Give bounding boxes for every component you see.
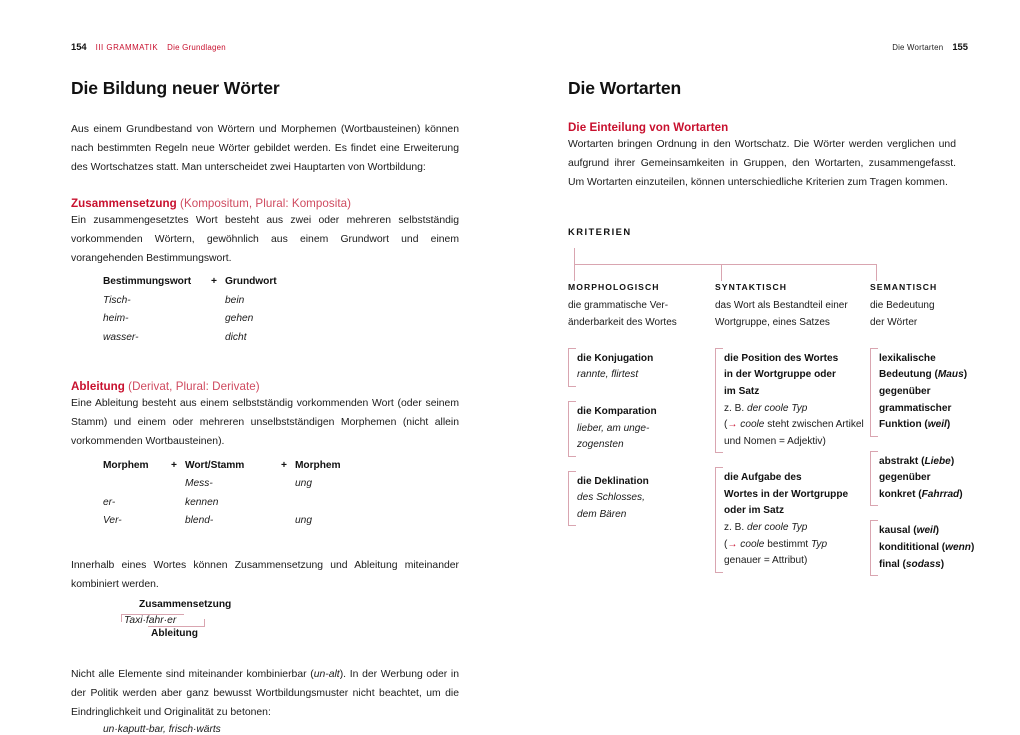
th-wortstamm: Wort/Stamm	[185, 459, 245, 471]
text-run: die Komparation	[577, 405, 657, 417]
taxi-word	[121, 614, 179, 627]
text-run: die Konjugation	[577, 352, 654, 364]
th-morphem-1: Morphem	[103, 459, 149, 471]
criterion-head-syntaktisch	[715, 282, 875, 331]
criteria-box-line	[724, 520, 863, 537]
criterion-desc	[715, 297, 875, 331]
criterion-name: SYNTAKTISCH	[715, 281, 788, 292]
table-row	[103, 329, 459, 347]
text-run: )	[959, 488, 963, 500]
text-run: grammatischer	[879, 402, 952, 414]
text-run: die Aufgabe des	[724, 472, 802, 484]
cell-morphem-2: ung	[295, 478, 312, 490]
text-run: kausal (	[879, 525, 917, 537]
tree-drop-morphologisch	[574, 264, 575, 281]
criterion-head-semantisch	[870, 282, 1000, 331]
text-run: )	[970, 542, 975, 554]
th-plus-1: +	[171, 459, 177, 471]
box-column-syntaktisch	[715, 348, 865, 587]
text-run: coole	[740, 538, 765, 550]
text-run: der coole Typ	[747, 402, 808, 414]
text-run: abstrakt (	[879, 455, 925, 467]
kriterien-label: KRITERIEN	[568, 225, 632, 237]
criteria-box-line	[879, 401, 998, 418]
criteria-box	[870, 451, 1000, 507]
th-plus: +	[211, 276, 217, 288]
box-column-morphologisch	[568, 348, 703, 541]
criteria-box	[568, 401, 703, 457]
ableitung-body: Eine Ableitung besteht aus einem selbstständig vorkommenden Wort (oder seinem Stamm) und einem oder mehreren unselbstständigen Morphemen (nicht allein vorkommenden Wortbausteinen).	[71, 398, 459, 447]
text-run: )	[946, 419, 951, 431]
heading-ableitung	[71, 380, 459, 393]
text-run: Typ	[810, 538, 828, 550]
text-run: der coole Typ	[747, 522, 808, 534]
criteria-box-line	[724, 470, 863, 487]
text-run: im Satz	[724, 385, 760, 397]
criteria-box-line	[577, 507, 701, 524]
box-column-semantisch	[870, 348, 1000, 591]
text-run: konkret (	[879, 488, 922, 500]
heading-ableitung-light: (Derivat, Plural: Derivate)	[124, 380, 260, 394]
table-header-row	[103, 457, 459, 475]
chapter-label-left: III GRAMMATIK	[95, 43, 159, 52]
criteria-box-line	[879, 351, 998, 368]
heading-zusammensetzung-light: (Kompositum, Plural: Komposita)	[176, 196, 352, 210]
cell-bestimmungswort: Tisch-	[103, 294, 131, 306]
text-run: gegenüber	[879, 385, 931, 397]
criterion-desc-line: die grammatische Ver-	[568, 299, 669, 311]
cell-wortstamm: blend-	[185, 515, 214, 526]
heading-ableitung-bold: Ableitung	[71, 380, 125, 394]
arrow-icon: →	[727, 419, 738, 431]
text-run: z. B.	[724, 522, 747, 534]
taxi-diagram	[121, 599, 459, 639]
cell-bestimmungswort: heim-	[103, 313, 129, 325]
text-run: steht zwischen Artikel	[764, 419, 864, 431]
text-run: rannte, flirtest	[577, 369, 639, 381]
criteria-box-line	[577, 437, 701, 454]
table-row	[103, 494, 459, 512]
bracket-bottom-icon	[148, 619, 205, 627]
heading-zusammensetzung-bold: Zusammensetzung	[71, 196, 177, 210]
text-run: z. B.	[724, 402, 747, 414]
criterion-name: SEMANTISCH	[870, 281, 938, 292]
criteria-headings	[568, 282, 956, 334]
criterion-desc-line: änderbarkeit des Wortes	[568, 316, 677, 328]
section-label-left: Die Grundlagen	[167, 43, 226, 52]
text-run: )	[950, 455, 955, 467]
text-run: kondititional (	[879, 542, 946, 554]
tree-stem	[574, 248, 575, 264]
criteria-box-line	[879, 454, 998, 471]
tree-horizontal-bar	[574, 264, 877, 265]
criteria-box-line	[577, 474, 701, 491]
heading-einteilung: Die Einteilung von Wortarten	[568, 121, 729, 134]
closing-paragraph	[71, 666, 459, 723]
closing-examples: un·kaputt-bar, frisch·wärts	[103, 723, 221, 735]
criteria-box-line	[724, 367, 863, 384]
criteria-box-line	[577, 490, 701, 507]
text-run: zogensten	[577, 439, 624, 451]
cell-wortstamm: Mess-	[185, 478, 213, 490]
criterion-desc	[568, 297, 708, 331]
table-row	[103, 512, 459, 530]
text-run: bestimmt	[764, 538, 811, 550]
text-run: (	[724, 538, 728, 550]
criterion-desc-line: der Wörter	[870, 316, 918, 328]
criteria-box-line	[724, 434, 863, 451]
th-grundwort: Grundwort	[225, 276, 277, 288]
text-run: und Nomen = Adjektiv)	[724, 435, 826, 447]
cell-morphem-1: er-	[103, 496, 116, 508]
criteria-box-line	[879, 384, 998, 401]
table-row	[103, 310, 459, 328]
taxi-label-zusammensetzung: Zusammensetzung	[139, 599, 232, 611]
criterion-desc	[870, 297, 1000, 331]
text-run: final (	[879, 558, 906, 570]
text-run: Wortes in der Wortgruppe	[724, 488, 849, 500]
tree-drop-semantisch	[876, 264, 877, 281]
cell-bestimmungswort: wasser-	[103, 331, 139, 343]
right-column	[568, 78, 975, 570]
criteria-box-line	[879, 470, 998, 487]
ableitung-table	[103, 457, 459, 531]
th-morphem-2: Morphem	[295, 459, 341, 471]
criteria-box	[715, 348, 865, 454]
text-run: )	[940, 558, 945, 570]
criteria-box-line	[724, 553, 863, 570]
criteria-box-line	[879, 367, 998, 384]
table-header-row	[103, 273, 459, 291]
criterion-desc-line: Wortgruppe, eines Satzes	[715, 316, 830, 328]
cell-morphem-1: Ver-	[103, 515, 122, 526]
text-run: genauer = Attribut)	[724, 555, 808, 567]
criteria-box-line	[879, 540, 998, 557]
criteria-box-line	[879, 557, 998, 574]
th-plus-2: +	[281, 459, 287, 471]
criteria-tree	[568, 248, 956, 282]
table-row	[103, 292, 459, 310]
text-run: )	[935, 525, 940, 537]
criteria-box-line	[724, 384, 863, 401]
criteria-box-line	[724, 401, 863, 418]
closing-part-1: Nicht alle Elemente sind miteinander kombinierbar (	[71, 669, 314, 681]
intro-paragraph-left: Aus einem Grundbestand von Wörtern und Morphemen (Wortbausteinen) können nach bestimmten Regeln neue Wörter gebildet werden. Es findet eine Erweiterung des Wortschatzes statt. Man unterscheidet zwei Hauptarten von Wortbildung:	[71, 124, 459, 173]
combination-body: Innerhalb eines Wortes können Zusammensetzung und Ableitung miteinander kombiniert werden.	[71, 560, 459, 591]
text-run: oder im Satz	[724, 505, 785, 517]
criteria-box	[568, 348, 703, 387]
criterion-head-morphologisch	[568, 282, 708, 331]
text-run: die Deklination	[577, 475, 649, 487]
text-run: gegenüber	[879, 472, 931, 484]
emphasis-text: weil	[927, 419, 947, 431]
text-run: lieber, am unge-	[577, 422, 650, 434]
emphasis-text: Liebe	[924, 455, 951, 467]
text-run: lexikalische	[879, 352, 936, 364]
closing-part-2: ). In der Werbung oder in der Politik werden aber ganz bewusst Wortbildungsmuster nicht beachtet, um die Eindringlichkeit und Originalität zu betonen:	[71, 669, 459, 719]
criteria-box-line	[577, 421, 701, 438]
taxi-label-ableitung: Ableitung	[151, 628, 198, 640]
text-run: Bedeutung (	[879, 369, 938, 381]
emphasis-text: weil	[916, 525, 936, 537]
left-column	[71, 78, 459, 735]
criteria-box-line	[724, 417, 863, 434]
text-run: des Schlosses,	[577, 492, 645, 504]
intro-paragraph-right: Wortarten bringen Ordnung in den Wortschatz. Die Wörter werden verglichen und aufgrund ihrer Gemeinsamkeiten in Gruppen, den Wortarten, zusammengefasst. Um Wortarten einzuteilen, können unterschiedliche Kriterien zum Tragen kommen.	[568, 139, 956, 188]
cell-grundwort: bein	[225, 294, 245, 306]
text-run: (	[724, 419, 728, 431]
cell-morphem-2: ung	[295, 515, 312, 526]
criterion-desc-line: die Bedeutung	[870, 299, 935, 311]
criteria-box-line	[879, 487, 998, 504]
closing-italic: un-alt	[313, 669, 340, 681]
criteria-box-line	[879, 523, 998, 540]
criteria-box-line	[724, 487, 863, 504]
criteria-box-line	[577, 404, 701, 421]
running-head-left	[71, 41, 226, 52]
heading-zusammensetzung	[71, 197, 459, 210]
page-title-right: Die Wortarten	[568, 78, 682, 98]
cell-grundwort: gehen	[225, 313, 254, 325]
criterion-desc-line: das Wort als Bestandteil einer	[715, 299, 848, 311]
cell-wortstamm: kennen	[185, 496, 219, 508]
cell-grundwort: dicht	[225, 331, 247, 343]
th-bestimmungswort: Bestimmungswort	[103, 276, 192, 288]
emphasis-text: Fahrrad	[921, 488, 960, 500]
criteria-box-line	[724, 537, 863, 554]
arrow-icon: →	[727, 538, 738, 550]
criteria-box-line	[724, 351, 863, 368]
emphasis-text: Maus	[937, 369, 964, 381]
table-row	[103, 475, 459, 493]
criteria-box	[715, 467, 865, 573]
text-run: dem Bären	[577, 508, 627, 520]
taxi-word-text: Taxi·fahr·er	[124, 615, 177, 627]
criteria-box-line	[879, 417, 998, 434]
criteria-box-line	[577, 351, 701, 368]
section-label-right: Die Wortarten	[892, 43, 944, 52]
criteria-box	[568, 471, 703, 527]
criterion-name: MORPHOLOGISCH	[568, 281, 660, 292]
page-number-left: 154	[71, 41, 87, 52]
text-run: coole	[740, 419, 765, 431]
text-run: Funktion (	[879, 419, 928, 431]
text-run: die Position des Wortes	[724, 352, 839, 364]
zusammensetzung-table	[103, 273, 459, 347]
criteria-box	[870, 348, 1000, 437]
running-head-right	[892, 41, 968, 52]
page-title-left: Die Bildung neuer Wörter	[71, 78, 280, 98]
page-number-right: 155	[952, 41, 968, 52]
criteria-box	[870, 520, 1000, 576]
tree-drop-syntaktisch	[721, 264, 722, 281]
emphasis-text: sodass	[905, 558, 941, 570]
criteria-box-line	[724, 503, 863, 520]
emphasis-text: wenn	[945, 542, 971, 554]
criteria-box-line	[577, 367, 701, 384]
zusammensetzung-body: Ein zusammengesetztes Wort besteht aus zwei oder mehreren selbstständig vorkommenden Wörtern, gewöhnlich aus einem Grundwort und einem vorangehenden Bestimmungswort.	[71, 214, 459, 264]
page-right	[510, 0, 1020, 721]
text-run: )	[963, 369, 968, 381]
text-run: in der Wortgruppe oder	[724, 369, 836, 381]
